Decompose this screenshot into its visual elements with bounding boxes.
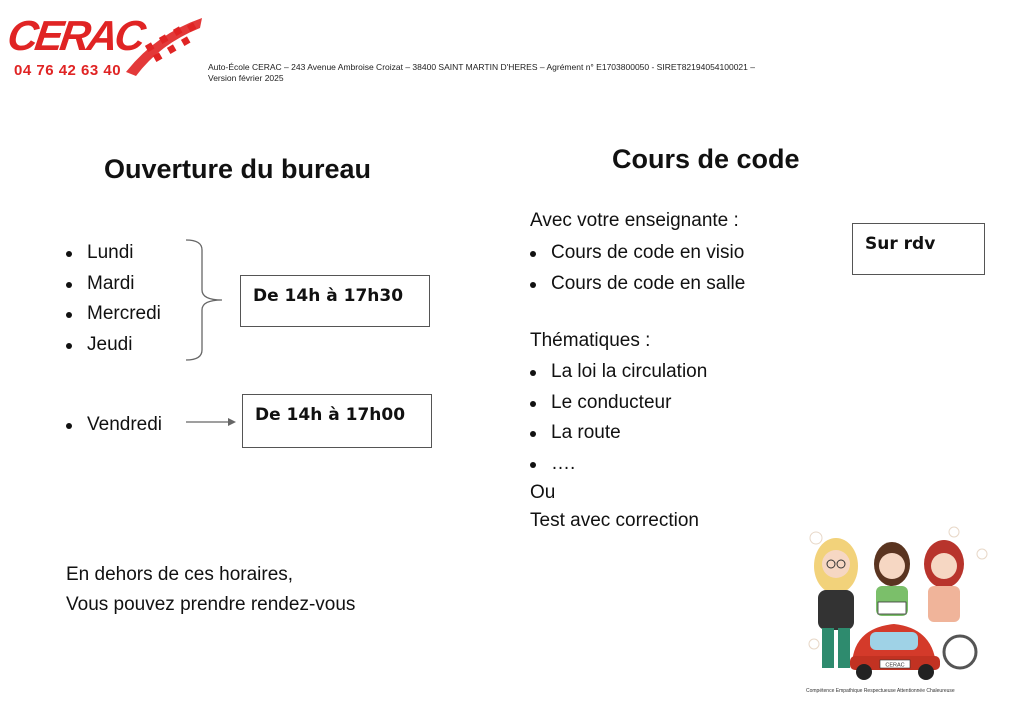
cerac-logo: [4, 12, 200, 84]
list-item: La loi la circulation: [530, 357, 707, 388]
illustration-caption: Compétence Empathique Respectueuse Attentionnée Chaleureuse: [806, 688, 955, 694]
header-info: [208, 62, 928, 84]
list-item: Cours de code en salle: [530, 269, 745, 300]
list-item: Cours de code en visio: [530, 238, 745, 269]
test-label: Test avec correction: [530, 510, 699, 531]
header-info-line1: Auto-École CERAC – 243 Avenue Ambroise Croizat – 38400 SAINT MARTIN D'HERES – Agrément n° E1703800050 - SIRET82194054100021 –: [208, 62, 755, 72]
instructor-middle: [874, 542, 910, 616]
footer-note: [66, 560, 355, 620]
themes-label: Thématiques :: [530, 330, 651, 351]
right-brace-icon: [184, 238, 224, 362]
list-item: Vendredi: [66, 410, 162, 441]
themes-list: [530, 357, 707, 479]
hours-box-friday: De 14h à 17h00: [242, 394, 432, 448]
list-item: Mardi: [66, 269, 161, 300]
teacher-list: [530, 238, 745, 299]
red-car-icon: [850, 624, 940, 680]
friday-list: [66, 410, 162, 441]
checkered-flag-icon: [116, 14, 204, 82]
list-item: Lundi: [66, 238, 161, 269]
office-hours-title: Ouverture du bureau: [104, 154, 372, 184]
footer-line2: Vous pouvez prendre rendez-vous: [66, 594, 356, 615]
teacher-label: Avec votre enseignante :: [530, 210, 739, 231]
car-plate: CERAC: [885, 662, 905, 669]
hours-box-mon-thu: De 14h à 17h30: [240, 275, 430, 327]
logo-phone: 04 76 42 63 40: [14, 62, 122, 79]
header-info-line2: Version février 2025: [208, 73, 284, 83]
footer-line1: En dehors de ces horaires,: [66, 564, 294, 585]
instructors-illustration: [804, 524, 990, 696]
list-item: La route: [530, 418, 707, 449]
instructor-left: [814, 538, 858, 668]
or-label: Ou: [530, 482, 556, 503]
rdv-box: Sur rdv: [852, 223, 985, 275]
days-list: [66, 238, 161, 360]
arrow-right-icon: [184, 414, 238, 430]
logo-text: CERAC: [4, 12, 146, 59]
code-course-title: Cours de code: [612, 144, 800, 174]
list-item: Mercredi: [66, 299, 161, 330]
list-item: Jeudi: [66, 330, 161, 361]
list-item: Le conducteur: [530, 388, 707, 419]
list-item: ….: [530, 449, 707, 480]
